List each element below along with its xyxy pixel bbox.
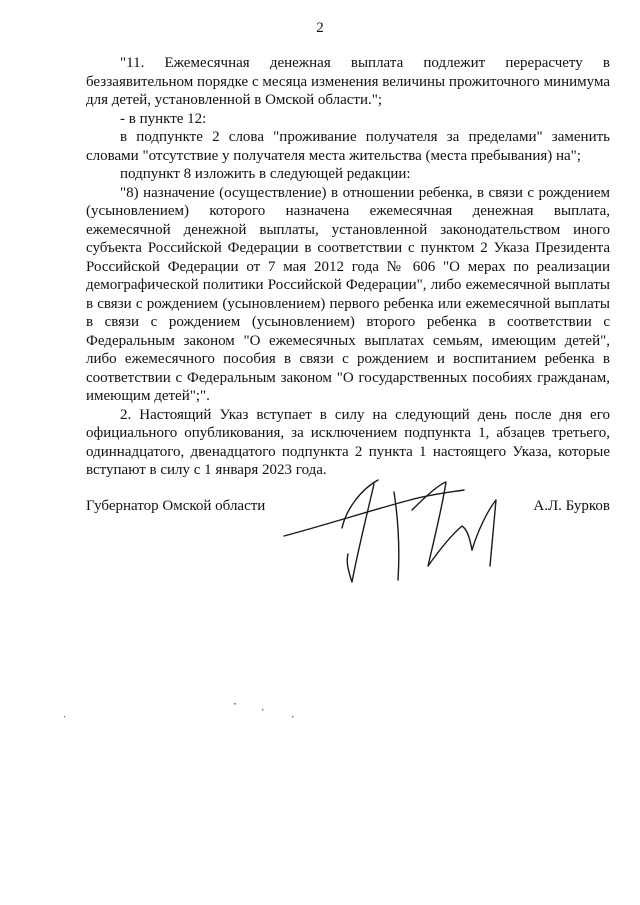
- signature-stroke: [347, 484, 374, 582]
- document-body: [86, 54, 610, 480]
- signature-stroke: [394, 492, 399, 580]
- handwritten-signature: [282, 470, 522, 590]
- signatory-name: А.Л. Бурков: [533, 498, 610, 514]
- paragraph-amendment-11: "11. Ежемесячная денежная выплата подлежит перерасчету в беззаявительном порядке с месяца изменения величины прожиточного минимума для детей, установленной в Омской области.";: [86, 55, 610, 108]
- signatory-title: Губернатор Омской области: [86, 498, 266, 514]
- paragraph-subpoint-2-change: в подпункте 2 слова "проживание получателя за пределами" заменить словами "отсутствие у получателя места жительства (места пребывания) на";: [86, 129, 610, 164]
- signature-stroke: [472, 500, 496, 566]
- paragraph-point-12-intro: - в пункте 12:: [120, 110, 207, 127]
- paragraph-subpoint-8-intro: подпункт 8 изложить в следующей редакции:: [120, 166, 411, 182]
- signature-stroke: [412, 482, 472, 566]
- paragraph-subpoint-8-text: "8) назначение (осуществление) в отношении ребенка, в связи с рождением (усыновлением) которого назначена ежемесячная денежная выплата, ежемесячной денежной выплаты, установленной законодательством иного субъекта Российской Федерации в соответствии с пунктом 2 Указа Президента Российской Федерации от 7 мая 2012 года № 606 "О мерах по реализации демографической политики Российской Федерации", либо ежемесячной выплаты в связи с рождением (усыновлением) первого ребенка или ежемесячной выплаты в связи с рождением (усыновлением) второго ребенка в соответствии с Федеральным законом "О ежемесячных выплатах семьям, имеющим детей", либо ежемесячного пособия в связи с рождением и воспитанием ребенка в соответствии с Федеральным законом "О государственных пособиях гражданам, имеющим детей";".: [86, 184, 610, 404]
- page-number: 2: [316, 20, 324, 36]
- paragraph-entry-into-force: 2. Настоящий Указ вступает в силу на следующий день после дня его официального опубликования, за исключением подпункта 1, абзацев третьего, одиннадцатого, двенадцатого подпункта 2 пункта 1 настоящего Указа, которые вступают в силу с 1 января 2023 года.: [86, 406, 610, 478]
